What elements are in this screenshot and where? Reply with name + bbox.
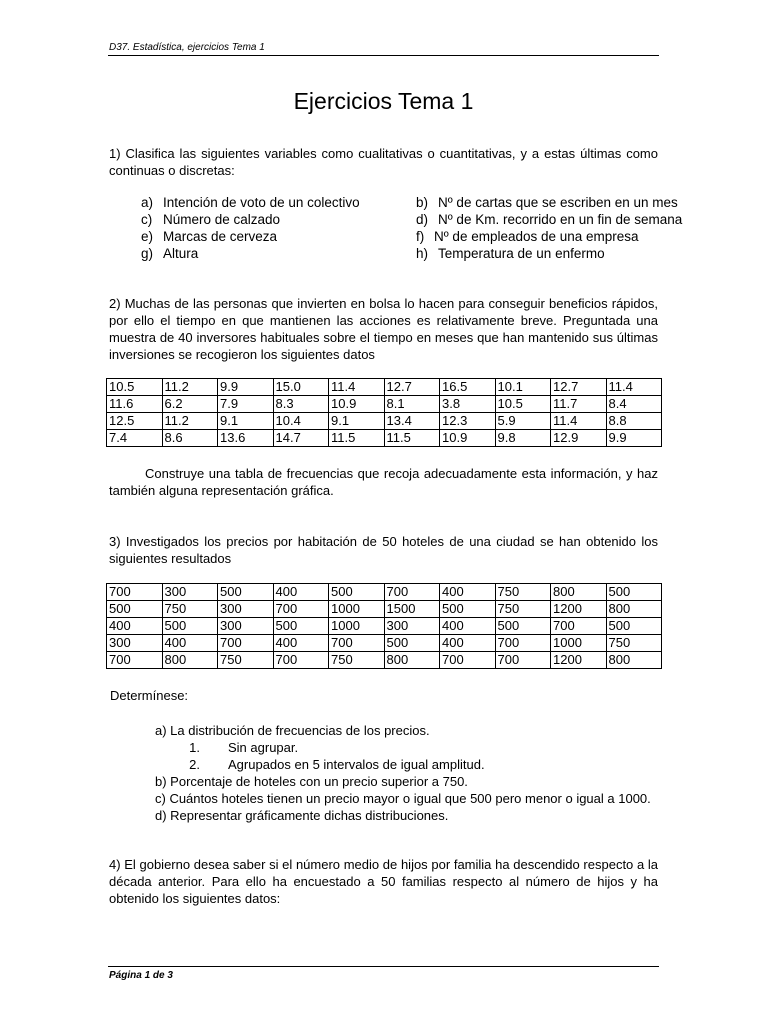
- table-cell: 700: [551, 618, 607, 635]
- table-cell: 12.7: [384, 379, 440, 396]
- subtask-text: Sin agrupar.: [228, 740, 299, 755]
- table-cell: 400: [107, 618, 163, 635]
- option-d: [416, 211, 682, 228]
- table-cell: 10.9: [329, 396, 385, 413]
- exercise-3-text: 3) Investigados los precios por habitación de 50 hoteles de una ciudad se han obtenido los siguientes resultados: [109, 534, 658, 566]
- table-cell: 400: [440, 584, 496, 601]
- subtask-number: 1.: [189, 740, 200, 755]
- option-letter: e): [141, 229, 154, 244]
- table-cell: 500: [107, 601, 163, 618]
- table-cell: 700: [218, 635, 274, 652]
- table-cell: 11.4: [606, 379, 662, 396]
- option-a: [141, 194, 360, 211]
- table-cell: 10.4: [273, 413, 329, 430]
- table-cell: 9.1: [218, 413, 274, 430]
- subtask-number: 2.: [189, 757, 200, 772]
- table-cell: 700: [107, 584, 163, 601]
- page-header: D37. Estadística, ejercicios Tema 1: [109, 42, 265, 53]
- table-cell: 11.2: [162, 413, 218, 430]
- table-cell: 400: [440, 618, 496, 635]
- table-cell: 300: [162, 584, 218, 601]
- option-letter: h): [416, 246, 429, 261]
- subtask-1: [155, 739, 298, 756]
- footer-rule: [108, 966, 659, 967]
- table-row: [107, 396, 662, 413]
- table-cell: 3.8: [440, 396, 496, 413]
- table-cell: 11.4: [551, 413, 607, 430]
- table-cell: 750: [606, 635, 662, 652]
- task-c: c) Cuántos hoteles tienen un precio mayor o igual que 500 pero menor o igual a 1000.: [155, 791, 651, 806]
- table-cell: 10.1: [495, 379, 551, 396]
- table-cell: 700: [107, 652, 163, 669]
- table-cell: 11.4: [329, 379, 385, 396]
- table-cell: 500: [440, 601, 496, 618]
- investor-times-table: [106, 378, 662, 447]
- table-row: [107, 413, 662, 430]
- table-cell: 300: [107, 635, 163, 652]
- table-cell: 500: [218, 584, 274, 601]
- table-cell: 400: [273, 584, 329, 601]
- option-text: Temperatura de un enfermo: [438, 246, 605, 261]
- table-cell: 12.7: [551, 379, 607, 396]
- table-cell: 1000: [329, 618, 385, 635]
- page-title: Ejercicios Tema 1: [293, 88, 474, 114]
- table-cell: 6.2: [162, 396, 218, 413]
- table-cell: 8.8: [606, 413, 662, 430]
- table-cell: 800: [606, 652, 662, 669]
- table-cell: 300: [218, 618, 274, 635]
- table-cell: 11.2: [162, 379, 218, 396]
- option-text: Marcas de cerveza: [163, 229, 278, 244]
- table-cell: 1500: [384, 601, 440, 618]
- exercise-2-instruction: Construye una tabla de frecuencias que recoja adecuadamente esta información, y haz también alguna representación gráfica.: [109, 466, 658, 498]
- table-cell: 8.1: [384, 396, 440, 413]
- table-cell: 800: [606, 601, 662, 618]
- table-cell: 11.6: [107, 396, 163, 413]
- table-cell: 9.9: [606, 430, 662, 447]
- task-a: a) La distribución de frecuencias de los precios.: [155, 723, 430, 738]
- table-cell: 10.5: [495, 396, 551, 413]
- option-e: [141, 228, 277, 245]
- hotel-prices-table: [106, 583, 662, 669]
- table-cell: 400: [273, 635, 329, 652]
- table-cell: 12.9: [551, 430, 607, 447]
- table-cell: 750: [495, 584, 551, 601]
- option-b: [416, 194, 678, 211]
- table-cell: 8.6: [162, 430, 218, 447]
- subtask-2: [155, 756, 485, 773]
- table-cell: 9.8: [495, 430, 551, 447]
- table-cell: 11.7: [551, 396, 607, 413]
- task-b: b) Porcentaje de hoteles con un precio superior a 750.: [155, 774, 468, 789]
- table-row: [107, 379, 662, 396]
- table-cell: 15.0: [273, 379, 329, 396]
- table-cell: 700: [273, 652, 329, 669]
- option-letter: g): [141, 246, 154, 261]
- table-cell: 500: [329, 584, 385, 601]
- table-cell: 8.3: [273, 396, 329, 413]
- table-cell: 800: [162, 652, 218, 669]
- table-cell: 400: [162, 635, 218, 652]
- table-cell: 12.5: [107, 413, 163, 430]
- table-cell: 10.9: [440, 430, 496, 447]
- table-cell: 500: [606, 584, 662, 601]
- exercise-1-text: 1) Clasifica las siguientes variables como cualitativas o cuantitativas, y a estas últimas como continuas o discretas:: [109, 146, 658, 178]
- table-cell: 13.4: [384, 413, 440, 430]
- table-cell: 500: [606, 618, 662, 635]
- table-cell: 700: [440, 652, 496, 669]
- table-cell: 9.9: [218, 379, 274, 396]
- table-cell: 700: [384, 584, 440, 601]
- table-cell: 800: [551, 584, 607, 601]
- table-cell: 500: [384, 635, 440, 652]
- option-letter: d): [416, 212, 429, 227]
- table-row: [107, 584, 662, 601]
- table-row: [107, 430, 662, 447]
- table-cell: 300: [384, 618, 440, 635]
- header-rule: [108, 55, 659, 56]
- option-text: Nº de empleados de una empresa: [434, 229, 639, 244]
- table-cell: 400: [440, 635, 496, 652]
- determine-prompt: Determínese:: [110, 688, 189, 703]
- option-f: [416, 228, 639, 245]
- table-cell: 16.5: [440, 379, 496, 396]
- task-d: d) Representar gráficamente dichas distribuciones.: [155, 808, 449, 823]
- table-row: [107, 635, 662, 652]
- table-cell: 500: [273, 618, 329, 635]
- option-h: [416, 245, 605, 262]
- option-letter: f): [416, 229, 425, 244]
- table-row: [107, 652, 662, 669]
- table-cell: 1000: [551, 635, 607, 652]
- option-text: Altura: [163, 246, 199, 261]
- table-cell: 700: [273, 601, 329, 618]
- option-g: [141, 245, 198, 262]
- table-cell: 14.7: [273, 430, 329, 447]
- table-cell: 11.5: [329, 430, 385, 447]
- exercise-2-text: 2) Muchas de las personas que invierten en bolsa lo hacen para conseguir beneficios rápidos, por ello el tiempo en que mantienen las acciones es relativamente breve. Preguntada una muestra de 40 inversores habituales sobre el tiempo en meses que han mantenido sus últimas inversiones se recogieron los siguientes datos: [109, 296, 658, 362]
- option-letter: c): [141, 212, 153, 227]
- table-cell: 800: [384, 652, 440, 669]
- option-c: [141, 211, 280, 228]
- option-text: Número de calzado: [163, 212, 281, 227]
- table-cell: 750: [162, 601, 218, 618]
- option-letter: a): [141, 195, 154, 210]
- option-text: Nº de Km. recorrido en un fin de semana: [438, 212, 683, 227]
- table-cell: 9.1: [329, 413, 385, 430]
- exercise-4-text: 4) El gobierno desea saber si el número medio de hijos por familia ha descendido respecto a la década anterior. Para ello ha encuestado a 50 familias respecto al número de hijos y ha obtenido los siguientes datos:: [109, 857, 658, 906]
- table-cell: 300: [218, 601, 274, 618]
- table-cell: 8.4: [606, 396, 662, 413]
- table-cell: 750: [495, 601, 551, 618]
- table-cell: 700: [329, 635, 385, 652]
- table-cell: 750: [329, 652, 385, 669]
- subtask-text: Agrupados en 5 intervalos de igual amplitud.: [228, 757, 485, 772]
- table-cell: 500: [495, 618, 551, 635]
- table-cell: 1000: [329, 601, 385, 618]
- page-footer: Página 1 de 3: [109, 970, 173, 981]
- table-cell: 750: [218, 652, 274, 669]
- table-cell: 7.4: [107, 430, 163, 447]
- table-cell: 5.9: [495, 413, 551, 430]
- table-cell: 500: [162, 618, 218, 635]
- option-text: Nº de cartas que se escriben en un mes: [438, 195, 678, 210]
- table-cell: 1200: [551, 652, 607, 669]
- table-cell: 1200: [551, 601, 607, 618]
- table-cell: 12.3: [440, 413, 496, 430]
- table-row: [107, 618, 662, 635]
- table-cell: 10.5: [107, 379, 163, 396]
- table-cell: 11.5: [384, 430, 440, 447]
- option-letter: b): [416, 195, 429, 210]
- table-cell: 13.6: [218, 430, 274, 447]
- option-text: Intención de voto de un colectivo: [163, 195, 360, 210]
- table-row: [107, 601, 662, 618]
- table-cell: 7.9: [218, 396, 274, 413]
- table-cell: 700: [495, 635, 551, 652]
- table-cell: 700: [495, 652, 551, 669]
